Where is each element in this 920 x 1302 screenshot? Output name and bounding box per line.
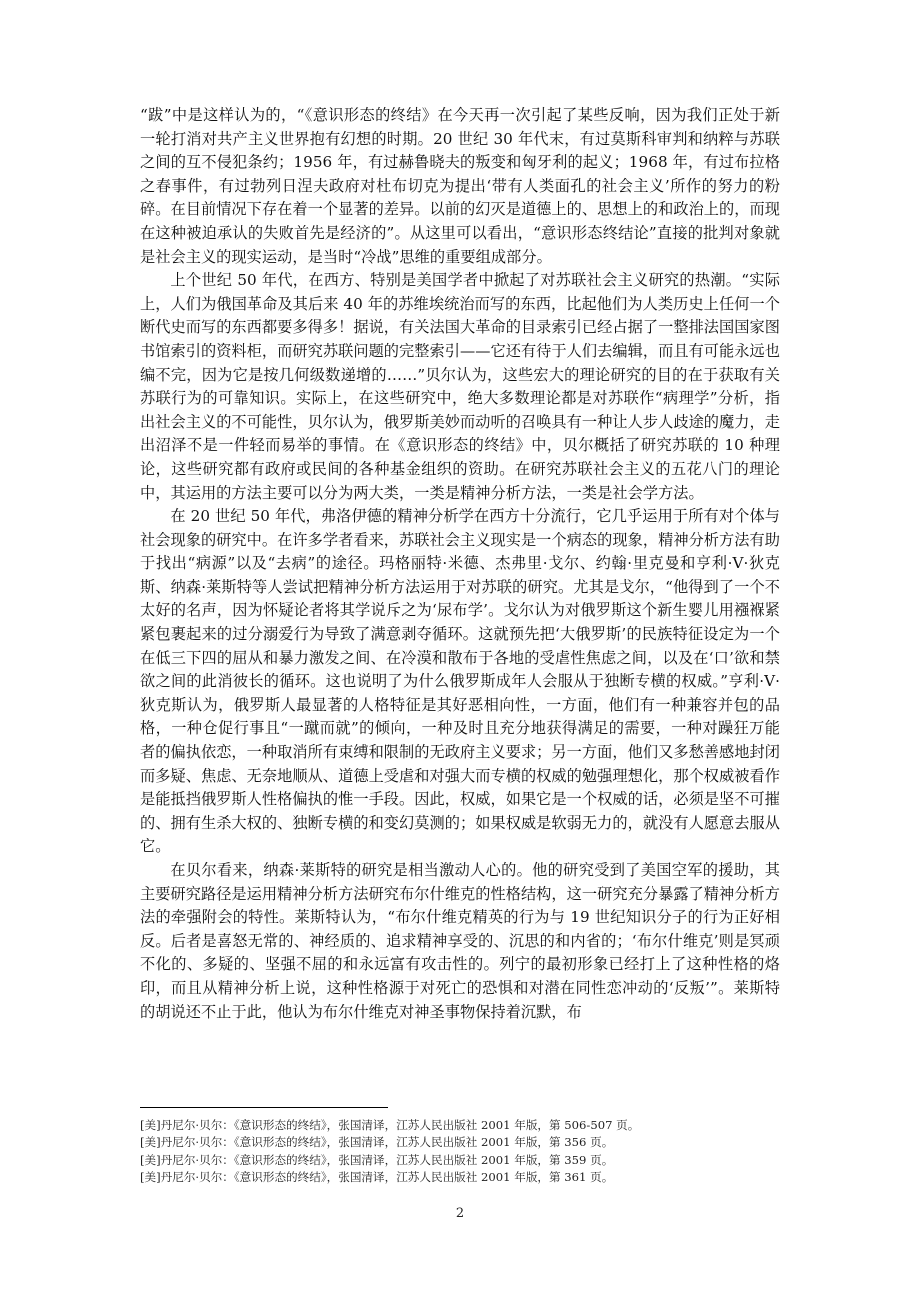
page-number: 2 xyxy=(455,1206,465,1221)
paragraph: 上个世纪 50 年代，在西方、特别是美国学者中掀起了对苏联社会主义研究的热潮。“实际上，人们为俄国革命及其后来 40 年的苏维埃统治而写的东西，比起他们为人类历史上任何一个断代史而写的东西都要多得多！据说，有关法国大革命的目录索引已经占据了一整排法国国家图书馆索引的资料柜，而研究苏联问题的完整索引——它还有待于人们去编辑，而且有可能永远也编不完，因为它是按几何级数递增的……”贝尔认为，这些宏大的理论研究的目的在于获取有关苏联行为的可靠知识。实际上，在这些研究中，绝大多数理论都是对苏联作“病理学”分析，指出社会主义的不可能性，贝尔认为，俄罗斯美妙而动听的召唤具有一种让人步人歧途的魔力，走出沼泽不是一件轻而易举的事情。在《意识形态的终结》中，贝尔概括了研究苏联的 10 种理论，这些研究都有政府或民间的各种基金组织的资助。在研究苏联社会主义的五花八门的理论中，其运用的方法主要可以分为两大类，一类是精神分析方法，一类是社会学方法。 xyxy=(140,271,780,502)
paragraph: 在贝尔看来，纳森·莱斯特的研究是相当激动人心的。他的研究受到了美国空军的援助，其主要研究路径是运用精神分析方法研究布尔什维克的性格结构，这一研究充分暴露了精神分析方法的牵强附会的特性。莱斯特认为，“布尔什维克精英的行为与 19 世纪知识分子的行为正好相反。后者是喜怒无常的、神经质的、追求精神享受的、沉思的和内省的；‘布尔什维克’则是冥顽不化的、多疑的、坚强不屈的和永远富有攻击性的。列宁的最初形象已经打上了这种性格的烙印，而且从精神分析上说，这种性格源于对死亡的恐惧和对潜在同性恋冲动的‘反叛’”。莱斯特的胡说还不止于此，他认为布尔什维克对神圣事物保持着沉默，布 xyxy=(140,861,780,1021)
footnote: [美]丹尼尔·贝尔：《意识形态的终结》，张国清译，江苏人民出版社 2001 年版，第 359 页。 xyxy=(140,1152,614,1167)
footnote-divider xyxy=(140,1107,388,1108)
paragraph: 在 20 世纪 50 年代，弗洛伊德的精神分析学在西方十分流行，它几乎运用于所有对个体与社会现象的研究中。在许多学者看来，苏联社会主义现实是一个病态的现象，精神分析方法有助于找出“病源”以及“去病”的途径。玛格丽特·米德、杰弗里·戈尔、约翰·里克曼和亨利·V·狄克斯、纳森·莱斯特等人尝试把精神分析方法运用于对苏联的研究。尤其是戈尔，“他得到了一个不太好的名声，因为怀疑论者将其学说斥之为‘尿布学’。戈尔认为对俄罗斯这个新生婴儿用襁褓紧紧包裹起来的过分溺爱行为导致了满意剥夺循环。这就预先把‘大俄罗斯’的民族特征设定为一个在低三下四的屈从和暴力激发之间、在冷漠和散布于各地的受虐性焦虑之间，以及在‘口’欲和禁欲之间的此消彼长的循环。这也说明了为什么俄罗斯成年人会服从于独断专横的权威。”亨利·V·狄克斯认为，俄罗斯人最显著的人格特征是其好恶相向性，一方面，他们有一种兼容并包的品格，一种仓促行事且“一蹴而就”的倾向，一种及时且充分地获得满足的需要，一种对躁狂万能者的偏执依恋，一种取消所有束缚和限制的无政府主义要求；另一方面，他们又多愁善感地封闭而多疑、焦虑、无奈地顺从、道德上受虐和对强大而专横的权威的勉强理想化，那个权威被看作是能抵挡俄罗斯人性格偏执的惟一手段。因此，权威，如果它是一个权威的话，必须是坚不可摧的、拥有生杀大权的、独断专横的和变幻莫测的；如果权威是软弱无力的，就没有人愿意去服从它。 xyxy=(140,507,780,856)
footnote: [美]丹尼尔·贝尔：《意识形态的终结》，张国清译，江苏人民出版社 2001 年版，第 356 页。 xyxy=(140,1135,614,1150)
footnotes xyxy=(140,1117,780,1187)
footnote: [美]丹尼尔·贝尔：《意识形态的终结》，张国清译，江苏人民出版社 2001 年版，第 361 页。 xyxy=(140,1170,614,1185)
paragraph: “跋”中是这样认为的，“《意识形态的终结》在今天再一次引起了某些反响，因为我们正处于新一轮打消对共产主义世界抱有幻想的时期。20 世纪 30 年代末，有过莫斯科审判和纳粹与苏联之间的互不侵犯条约；1956 年，有过赫鲁晓夫的叛变和匈牙利的起义；1968 年，有过布拉格之春事件，有过勃列日涅夫政府对杜布切克为提出‘带有人类面孔的社会主义’所作的努力的粉碎。在目前情况下存在着一个显著的差异。以前的幻灭是道德上的、思想上的和政治上的，而现在这种被迫承认的失败首先是经济的”。从这里可以看出，“意识形态终结论”直接的批判对象就是社会主义的现实运动，是当时“冷战”思维的重要组成部分。 xyxy=(140,106,780,266)
footnote: [美]丹尼尔·贝尔：《意识形态的终结》，张国清译，江苏人民出版社 2001 年版，第 506-507 页。 xyxy=(140,1118,640,1132)
body-text xyxy=(140,104,780,1024)
